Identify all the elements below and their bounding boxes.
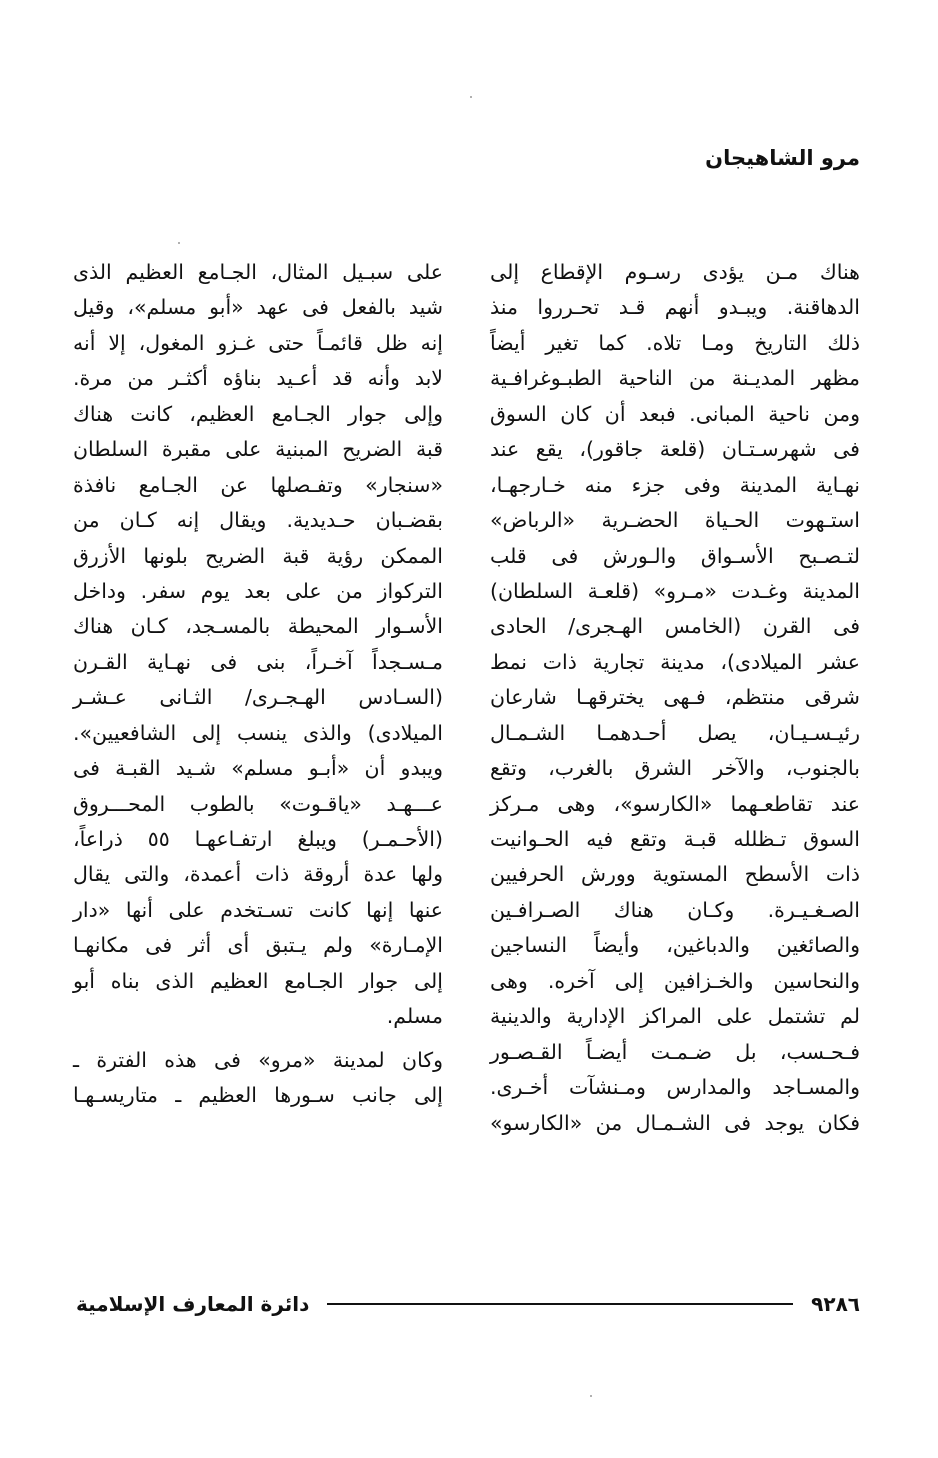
page-number: ٩٢٨٦ <box>811 1292 860 1316</box>
text-line: والمسـاجد والمدارس ومـنشآت أخـرى. <box>490 1075 860 1100</box>
text-line: فى القرن (الخامس الهـجرى/ الحادى <box>490 614 860 639</box>
text-line: فكان يوجد فى الشـمـال من «الكارسو» <box>490 1110 860 1135</box>
text-line: وإلى جوار الجـامع العظيم، كانت هناك <box>73 401 443 426</box>
text-line: الصـغـيـرة. وكـان هناك الصـرافـين <box>490 897 860 922</box>
text-line: بقضـبان حـديدية. ويقال إنه كـان من <box>73 508 443 533</box>
text-line: ذلك التاريخ ومـا تلاه. كما تغير أيضاً <box>490 330 860 355</box>
text-line: إنه ظل قائمـاً حتى غـزو المغول، إلا أنه <box>73 330 443 355</box>
running-head-title: مرو الشاهيجان <box>705 146 860 170</box>
text-line: لم تشتمل على المراكز الإدارية والدينية <box>490 1004 860 1029</box>
text-line: إلى جوار الجـامع العظيم الذى بناه أبو <box>73 968 443 993</box>
text-line: (الأحـمـر) ويبلغ ارتفـاعهـا ٥٥ ذراعاً، <box>73 827 443 851</box>
text-line: وكان لمدينة «مرو» فى هذه الفترة ـ <box>73 1047 443 1072</box>
text-line: فى شهرسـتـان (قلعة جاقور)، يقع عند <box>490 437 860 462</box>
text-line: الميلادى) والذى ينسب إلى الشافعيين». <box>73 720 443 745</box>
page-footer <box>76 1286 860 1322</box>
text-line: لتـصـبح الأسـواق والـورش فى قلب <box>490 543 860 568</box>
text-line: الممكن رؤية قبة الضريح بلونها الأزرق <box>73 543 443 568</box>
text-line: رئيـسـيـان، يصل أحـدهمـا الشـمـال <box>490 720 860 745</box>
text-line: استـهوت الحـياة الحضـرية «الرباض» <box>490 508 860 533</box>
footer-rule <box>327 1303 793 1305</box>
right-text-column <box>490 255 860 1141</box>
left-text-column <box>73 255 443 1114</box>
text-line: الإمـارة» ولم يـتبق أى أثر فى مكانهـا <box>73 933 443 958</box>
scan-speck <box>470 96 472 98</box>
text-line: عند تقاطعـهما «الكارسو»، وهى مـركز <box>490 791 860 816</box>
text-line: مـسـجداً آخـراً، بنى فى نهـاية القـرن <box>73 649 443 674</box>
text-line: السوق تـظلله قبـة وتقع فيه الحـوانيت <box>490 827 860 851</box>
text-line: قبة الضريح المبنية على مقبرة السلطان <box>73 437 443 462</box>
text-line: هناك مـن يؤدى رسـوم الإقطاع إلى <box>490 260 860 284</box>
text-line: «سنجار» وتفـصلها عن الجـامع نافذة <box>73 472 443 497</box>
scan-speck <box>590 1395 592 1397</box>
text-line: عـــهـد «ياقـوت» بالطوب المحـــروق <box>73 791 443 816</box>
text-line: شيد بالفعل فى عهد «أبو مسلم»، وقيل <box>73 295 443 320</box>
text-line: التركواز من على بعد يوم سفر. وداخل <box>73 578 443 603</box>
text-line: المدينة وغـدت «مـرو» (قلعـة السلطان) <box>490 578 860 603</box>
text-line: ويبدو أن «أبـو مسلم» شـيد القبـة فى <box>73 756 443 781</box>
text-line: (السـادس الهـجـرى/ الثـانى عـشـر <box>73 685 443 710</box>
text-line: الدهاقنة. ويبـدو أنهم قـد تحـرروا منذ <box>490 295 860 320</box>
text-line: عشر الميلادى)، مدينة تجارية ذات نمط <box>490 649 860 674</box>
text-line: والصائغين والدباغين، وأيضاً النساجين <box>490 933 860 958</box>
text-line: إلى جانب سـورها العظيم ـ متاريسـهـا <box>73 1083 443 1108</box>
text-line: فـحـسب، بل ضـمـت أيضـاً القـصـور <box>490 1039 860 1064</box>
publication-title: دائرة المعارف الإسلامية <box>76 1292 310 1316</box>
text-line: ومن ناحية المبانى. فبعد أن كان السوق <box>490 401 860 426</box>
text-line: ذات الأسطح المستوية وورش الحرفيين <box>490 862 860 887</box>
text-line: لابد وأنه قد أعـيد بناؤه أكثـر من مرة. <box>73 366 443 391</box>
text-line: بالجنوب، والآخر الشرق بالغرب، وتقع <box>490 756 860 781</box>
text-line: شرقى منتظم، فـهى يخترقهـا شارعان <box>490 685 860 710</box>
text-line: على سبـيل المثال، الجـامع العظيم الذى <box>73 260 443 284</box>
text-line: والنحاسين والخـزافين إلى آخره. وهى <box>490 968 860 993</box>
text-line: مظهر المديـنة من الناحية الطبـوغرافـية <box>490 366 860 391</box>
scan-speck <box>178 242 180 244</box>
text-line: مسلم. <box>386 1004 443 1029</box>
text-line: ولها عدة أروقة ذات أعمدة، والتى يقال <box>73 862 443 887</box>
text-line: نهـاية المدينة وفى جزء منه خـارجهـا، <box>490 472 860 497</box>
text-line: عنها إنها كانت تسـتخدم على أنها «دار <box>73 897 443 922</box>
text-line: الأسـوار المحيطة بالمسـجد، كـان هناك <box>73 614 443 639</box>
